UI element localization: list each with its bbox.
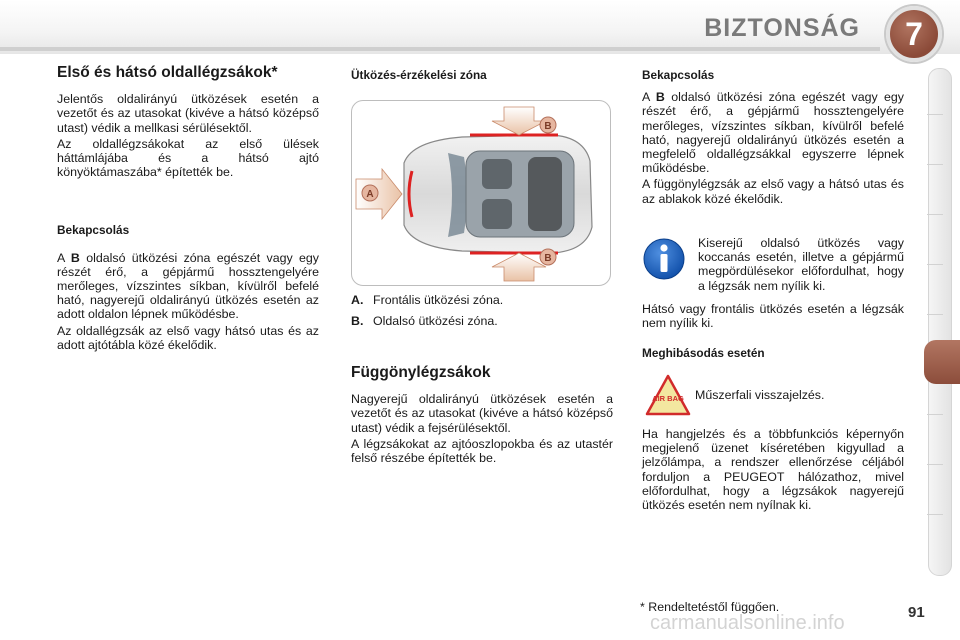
column-3-top bbox=[642, 68, 904, 206]
arrow-side-top bbox=[492, 107, 546, 135]
fault-text-box bbox=[642, 427, 904, 512]
chapter-nav-tab[interactable] bbox=[927, 514, 943, 515]
chapter-nav-tab[interactable] bbox=[927, 264, 943, 265]
warning-lamp-box bbox=[695, 388, 905, 402]
curtain-activation-body: oldalsó ütközési zóna egészét vagy egy részét érő, a gépjármű hossztengelyére merőleges, vízszintes síkban, kívülről befelé ható, nagyerejű oldalirányú ütközés esetén a megfelelő oldallégzsákkal egyszerre lépnek működésbe. bbox=[642, 90, 904, 176]
zone-a-label: A bbox=[366, 189, 374, 200]
warning-lamp-text: Műszerfali visszajelzés. bbox=[695, 388, 825, 402]
airbag-icon-text: AIR BAG bbox=[652, 394, 684, 403]
zone-b-top-label: B bbox=[544, 121, 552, 132]
legend-key-b: B. bbox=[351, 314, 364, 328]
airbag-warning-icon bbox=[645, 374, 691, 416]
info-icon bbox=[642, 237, 686, 281]
rear-impact-note: Hátsó vagy frontális ütközés esetén a légzsák nem nyílik ki. bbox=[642, 302, 904, 331]
legend-text-a: Frontális ütközési zóna. bbox=[373, 293, 504, 307]
impact-zone-diagram bbox=[351, 100, 611, 286]
curtain-activation-text bbox=[642, 90, 904, 175]
curtain-activation-heading: Bekapcsolás bbox=[642, 68, 715, 82]
zone-b-bottom-label: B bbox=[544, 253, 552, 264]
chapter-nav-tab[interactable] bbox=[927, 214, 943, 215]
curtain-airbags-intro: Nagyerejű oldalirányú ütközések esetén a vezetőt és az utasokat (kivéve a hátsó középső utast) védik a fejsérülésektől. bbox=[351, 392, 613, 435]
legend-item-b bbox=[351, 314, 498, 328]
rear-impact-note-box bbox=[642, 302, 904, 330]
info-note-text: Kiserejű oldalsó ütközés vagy koccanás esetén, illetve a gépjármű megpördülésekor előfordulhat, hogy a légzsák nem nyílik ki. bbox=[698, 236, 904, 293]
column-2-heading bbox=[351, 68, 613, 82]
curtain-airbags-heading: Függönylégzsákok bbox=[351, 364, 491, 381]
chapter-nav-tab-active[interactable] bbox=[924, 340, 960, 384]
page-number: 91 bbox=[908, 604, 925, 621]
deployment-text: Az oldallégzsák az első vagy hátsó utas és az adott ajtótábla közé ékelődik. bbox=[57, 323, 319, 352]
column-1 bbox=[57, 66, 319, 352]
chapter-nav-tab[interactable] bbox=[927, 414, 943, 415]
front-rear-side-airbags-heading: Első és hátsó oldallégzsákok* bbox=[57, 64, 278, 81]
car-top-view-illustration bbox=[352, 101, 610, 285]
chapter-nav-tab[interactable] bbox=[927, 314, 943, 315]
footnote: * Rendeltetéstől függően. bbox=[640, 600, 780, 614]
chapter-nav-rail bbox=[928, 68, 952, 576]
curtain-zone-b-label: B bbox=[655, 90, 665, 105]
watermark: carmanualsonline.info bbox=[650, 612, 845, 634]
legend-item-a bbox=[351, 293, 503, 307]
info-note-box bbox=[698, 236, 904, 293]
curtain-activation-prefix: A bbox=[642, 90, 650, 105]
seat-front-right bbox=[482, 199, 512, 229]
side-airbags-location: Az oldallégzsákokat az első ülések háttámlájába és a hátsó ajtó könyöktámaszába* építették be. bbox=[57, 136, 319, 180]
zone-b-label: B bbox=[70, 250, 80, 265]
fault-text: Ha hangjelzés és a többfunkciós képernyőn megjelenő üzenet kíséretében kigyullad a jelzőlámpa, a rendszer ellenőrzése céljából forduljon a PEUGEOT hálózathoz, mivel előfordulhat, hogy a légzsákok nagyerejű ütközés esetén nem nyílnak ki. bbox=[642, 427, 904, 513]
curtain-airbags-location: A légzsákokat az ajtóoszlopokba és az utastér felső részébe építették be. bbox=[351, 436, 613, 466]
side-airbags-intro: Jelentős oldalirányú ütközések esetén a vezetőt és az utasokat (kivéve a hátsó középső utast) védik a mellkasi sérülésektől. bbox=[57, 92, 319, 135]
activation-heading: Bekapcsolás bbox=[57, 223, 130, 238]
rear-bench bbox=[528, 157, 562, 231]
chapter-nav-tab[interactable] bbox=[927, 114, 943, 115]
section-title: BIZTONSÁG bbox=[704, 14, 860, 42]
fault-heading: Meghibásodás esetén bbox=[642, 346, 765, 360]
chapter-number-badge[interactable]: 7 bbox=[886, 6, 942, 62]
activation-prefix: A bbox=[57, 250, 65, 265]
legend-text-b: Oldalsó ütközési zóna. bbox=[373, 314, 498, 328]
fault-section-heading-box bbox=[642, 346, 904, 360]
arrow-side-bottom bbox=[492, 253, 546, 281]
chapter-nav-tab[interactable] bbox=[927, 164, 943, 165]
activation-text bbox=[57, 251, 319, 322]
legend-key-a: A. bbox=[351, 293, 364, 307]
curtain-airbags-section bbox=[351, 366, 613, 465]
activation-body: oldalsó ütközési zóna egészét vagy egy részét érő, a gépjármű hossztengelyére merőleges, vízszintes síkban, kívülről befelé ható, nagyerejű oldalirányú ütközés esetén az adott oldalon lépnek működésbe. bbox=[57, 250, 319, 322]
curtain-deployment-text: A függönylégzsák az első vagy a hátsó utas és az ablakok közé ékelődik. bbox=[642, 177, 904, 206]
header-divider bbox=[0, 47, 880, 51]
chapter-nav-tab[interactable] bbox=[927, 464, 943, 465]
impact-zone-heading: Ütközés-érzékelési zóna bbox=[351, 68, 487, 82]
seat-front-left bbox=[482, 159, 512, 189]
